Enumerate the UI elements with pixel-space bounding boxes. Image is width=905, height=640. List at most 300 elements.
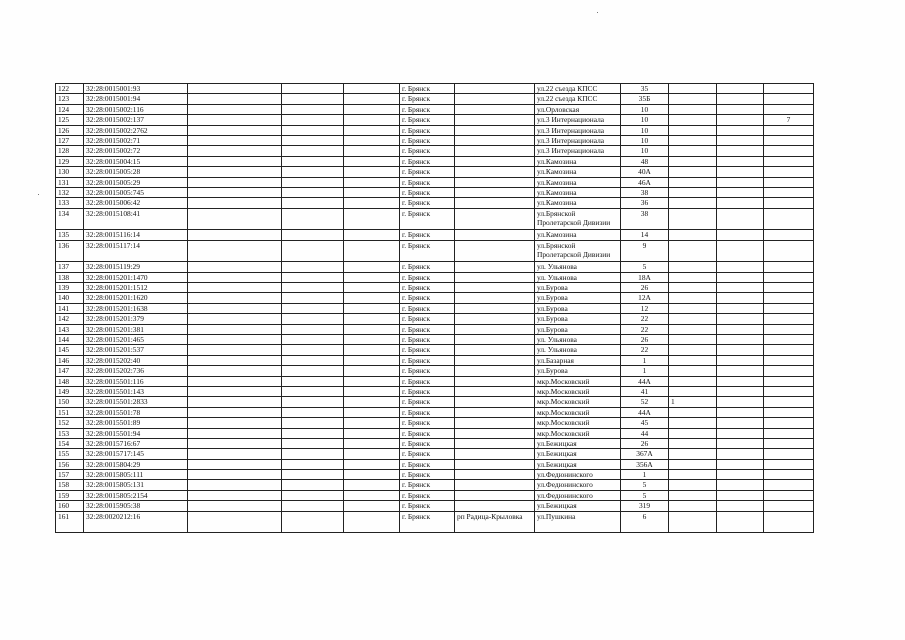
- empty-cell: [344, 84, 400, 94]
- extra-cell-2: [717, 397, 764, 407]
- city-cell: г. Брянск: [400, 272, 455, 282]
- settlement-cell: [455, 324, 535, 334]
- house-number: 22: [621, 345, 669, 355]
- house-number: 1: [621, 355, 669, 365]
- extra-cell-3: [764, 240, 814, 262]
- empty-cell: [282, 240, 344, 262]
- empty-cell: [188, 386, 282, 396]
- street-cell: ул.Бежицкая: [535, 449, 621, 459]
- extra-cell-2: [717, 272, 764, 282]
- street-cell: ул.Камозина: [535, 187, 621, 197]
- city-cell: г. Брянск: [400, 115, 455, 125]
- settlement-cell: [455, 293, 535, 303]
- street-cell: ул.Камозина: [535, 167, 621, 177]
- extra-cell-2: [717, 449, 764, 459]
- settlement-cell: [455, 198, 535, 208]
- extra-cell-2: [717, 501, 764, 511]
- city-cell: г. Брянск: [400, 501, 455, 511]
- settlement-cell: [455, 366, 535, 376]
- empty-cell: [282, 208, 344, 230]
- cadastral-number: 32:28:0015005:28: [84, 167, 188, 177]
- row-number: 131: [56, 177, 84, 187]
- extra-cell-1: [669, 177, 717, 187]
- extra-cell-2: [717, 345, 764, 355]
- empty-cell: [344, 146, 400, 156]
- extra-cell-1: [669, 480, 717, 490]
- house-number: 6: [621, 511, 669, 533]
- extra-cell-2: [717, 230, 764, 240]
- empty-cell: [344, 293, 400, 303]
- row-number: 151: [56, 407, 84, 417]
- row-number: 155: [56, 449, 84, 459]
- city-cell: г. Брянск: [400, 198, 455, 208]
- extra-cell-3: [764, 407, 814, 417]
- register-table-body: [56, 84, 814, 533]
- empty-cell: [188, 490, 282, 500]
- empty-cell: [344, 397, 400, 407]
- extra-cell-2: [717, 115, 764, 125]
- city-cell: г. Брянск: [400, 104, 455, 114]
- row-number: 125: [56, 115, 84, 125]
- empty-cell: [344, 376, 400, 386]
- empty-cell: [188, 208, 282, 230]
- extra-cell-3: 7: [764, 115, 814, 125]
- empty-cell: [344, 135, 400, 145]
- settlement-cell: [455, 386, 535, 396]
- cadastral-number: 32:28:0015002:2762: [84, 125, 188, 135]
- cadastral-number: 32:28:0015201:1470: [84, 272, 188, 282]
- extra-cell-3: [764, 335, 814, 345]
- table-row: [56, 428, 814, 438]
- settlement-cell: [455, 177, 535, 187]
- house-number: 10: [621, 104, 669, 114]
- empty-cell: [344, 324, 400, 334]
- street-cell: ул.22 съезда КПСС: [535, 84, 621, 94]
- extra-cell-2: [717, 94, 764, 104]
- settlement-cell: [455, 335, 535, 345]
- settlement-cell: [455, 115, 535, 125]
- empty-cell: [344, 230, 400, 240]
- house-number: 26: [621, 283, 669, 293]
- empty-cell: [282, 115, 344, 125]
- empty-cell: [188, 428, 282, 438]
- extra-cell-1: [669, 84, 717, 94]
- extra-cell-1: [669, 198, 717, 208]
- empty-cell: [188, 397, 282, 407]
- house-number: 5: [621, 480, 669, 490]
- row-number: 152: [56, 418, 84, 428]
- city-cell: г. Брянск: [400, 376, 455, 386]
- table-row: [56, 345, 814, 355]
- house-number: 10: [621, 135, 669, 145]
- extra-cell-3: [764, 449, 814, 459]
- empty-cell: [344, 470, 400, 480]
- empty-cell: [344, 386, 400, 396]
- street-cell: ул.Камозина: [535, 156, 621, 166]
- empty-cell: [344, 335, 400, 345]
- extra-cell-3: [764, 208, 814, 230]
- cadastral-number: 32:28:0015116:14: [84, 230, 188, 240]
- extra-cell-2: [717, 208, 764, 230]
- street-cell: ул.3 Интернационала: [535, 115, 621, 125]
- table-row: [56, 438, 814, 448]
- city-cell: г. Брянск: [400, 428, 455, 438]
- empty-cell: [282, 156, 344, 166]
- empty-cell: [188, 156, 282, 166]
- house-number: 35: [621, 84, 669, 94]
- empty-cell: [188, 355, 282, 365]
- city-cell: г. Брянск: [400, 407, 455, 417]
- extra-cell-1: 1: [669, 397, 717, 407]
- street-cell: ул. Ульянова: [535, 335, 621, 345]
- row-number: 133: [56, 198, 84, 208]
- empty-cell: [188, 324, 282, 334]
- city-cell: г. Брянск: [400, 480, 455, 490]
- extra-cell-1: [669, 324, 717, 334]
- house-number: 26: [621, 335, 669, 345]
- cadastral-number: 32:28:0015805:131: [84, 480, 188, 490]
- cadastral-number: 32:28:0015805:2154: [84, 490, 188, 500]
- house-number: 9: [621, 240, 669, 262]
- extra-cell-3: [764, 376, 814, 386]
- extra-cell-1: [669, 240, 717, 262]
- settlement-cell: [455, 428, 535, 438]
- empty-cell: [188, 135, 282, 145]
- empty-cell: [282, 135, 344, 145]
- empty-cell: [344, 104, 400, 114]
- empty-cell: [344, 240, 400, 262]
- cadastral-number: 32:28:0015201:379: [84, 314, 188, 324]
- extra-cell-1: [669, 230, 717, 240]
- street-cell: ул.Бурова: [535, 293, 621, 303]
- extra-cell-1: [669, 428, 717, 438]
- house-number: 18А: [621, 272, 669, 282]
- cadastral-number: 32:28:0015119:29: [84, 262, 188, 272]
- row-number: 160: [56, 501, 84, 511]
- row-number: 158: [56, 480, 84, 490]
- city-cell: г. Брянск: [400, 146, 455, 156]
- table-row: [56, 84, 814, 94]
- street-cell: ул.Бурова: [535, 314, 621, 324]
- scan-speck: [597, 12, 598, 13]
- empty-cell: [282, 104, 344, 114]
- extra-cell-3: [764, 470, 814, 480]
- extra-cell-3: [764, 501, 814, 511]
- extra-cell-2: [717, 262, 764, 272]
- extra-cell-3: [764, 125, 814, 135]
- empty-cell: [188, 501, 282, 511]
- extra-cell-2: [717, 490, 764, 500]
- empty-cell: [282, 376, 344, 386]
- cadastral-number: 32:28:0015905:38: [84, 501, 188, 511]
- row-number: 138: [56, 272, 84, 282]
- extra-cell-2: [717, 146, 764, 156]
- extra-cell-3: [764, 187, 814, 197]
- street-cell: ул.Пушкина: [535, 511, 621, 533]
- empty-cell: [344, 303, 400, 313]
- city-cell: г. Брянск: [400, 345, 455, 355]
- extra-cell-2: [717, 335, 764, 345]
- settlement-cell: [455, 208, 535, 230]
- row-number: 144: [56, 335, 84, 345]
- empty-cell: [344, 198, 400, 208]
- settlement-cell: [455, 314, 535, 324]
- empty-cell: [188, 198, 282, 208]
- empty-cell: [344, 345, 400, 355]
- row-number: 161: [56, 511, 84, 533]
- street-cell: ул.Бежицкая: [535, 501, 621, 511]
- extra-cell-3: [764, 167, 814, 177]
- table-row: [56, 449, 814, 459]
- extra-cell-2: [717, 84, 764, 94]
- city-cell: г. Брянск: [400, 156, 455, 166]
- cadastral-number: 32:28:0015201:465: [84, 335, 188, 345]
- extra-cell-2: [717, 125, 764, 135]
- empty-cell: [282, 272, 344, 282]
- extra-cell-3: [764, 293, 814, 303]
- empty-cell: [344, 314, 400, 324]
- settlement-cell: [455, 490, 535, 500]
- table-row: [56, 156, 814, 166]
- settlement-cell: [455, 345, 535, 355]
- empty-cell: [344, 459, 400, 469]
- empty-cell: [282, 397, 344, 407]
- extra-cell-3: [764, 198, 814, 208]
- extra-cell-2: [717, 386, 764, 396]
- extra-cell-2: [717, 293, 764, 303]
- table-row: [56, 272, 814, 282]
- extra-cell-1: [669, 345, 717, 355]
- cadastral-number: 32:28:0015001:93: [84, 84, 188, 94]
- house-number: 10: [621, 115, 669, 125]
- house-number: 10: [621, 125, 669, 135]
- extra-cell-1: [669, 94, 717, 104]
- empty-cell: [344, 272, 400, 282]
- street-cell: ул.Федюнинского: [535, 480, 621, 490]
- empty-cell: [188, 449, 282, 459]
- street-cell: ул.Бурова: [535, 366, 621, 376]
- street-cell: ул.Камозина: [535, 177, 621, 187]
- cadastral-number: 32:28:0015006:42: [84, 198, 188, 208]
- extra-cell-2: [717, 283, 764, 293]
- empty-cell: [282, 283, 344, 293]
- cadastral-number: 32:28:0015717:145: [84, 449, 188, 459]
- empty-cell: [188, 293, 282, 303]
- row-number: 128: [56, 146, 84, 156]
- street-cell: ул.Бежицкая: [535, 459, 621, 469]
- empty-cell: [188, 407, 282, 417]
- empty-cell: [344, 428, 400, 438]
- house-number: 12А: [621, 293, 669, 303]
- extra-cell-3: [764, 397, 814, 407]
- empty-cell: [188, 146, 282, 156]
- row-number: 139: [56, 283, 84, 293]
- settlement-cell: [455, 262, 535, 272]
- city-cell: г. Брянск: [400, 84, 455, 94]
- extra-cell-1: [669, 135, 717, 145]
- house-number: 45: [621, 418, 669, 428]
- extra-cell-2: [717, 355, 764, 365]
- settlement-cell: [455, 167, 535, 177]
- extra-cell-2: [717, 135, 764, 145]
- extra-cell-1: [669, 156, 717, 166]
- extra-cell-3: [764, 314, 814, 324]
- row-number: 129: [56, 156, 84, 166]
- house-number: 10: [621, 146, 669, 156]
- extra-cell-1: [669, 146, 717, 156]
- house-number: 22: [621, 314, 669, 324]
- empty-cell: [188, 104, 282, 114]
- city-cell: г. Брянск: [400, 470, 455, 480]
- extra-cell-1: [669, 262, 717, 272]
- extra-cell-1: [669, 511, 717, 533]
- street-cell: мкр.Московский: [535, 376, 621, 386]
- empty-cell: [282, 146, 344, 156]
- settlement-cell: [455, 240, 535, 262]
- cadastral-number: 32:28:0015201:1512: [84, 283, 188, 293]
- empty-cell: [282, 230, 344, 240]
- empty-cell: [188, 345, 282, 355]
- empty-cell: [188, 459, 282, 469]
- table-row: [56, 418, 814, 428]
- empty-cell: [282, 366, 344, 376]
- empty-cell: [282, 125, 344, 135]
- empty-cell: [282, 293, 344, 303]
- empty-cell: [188, 125, 282, 135]
- table-row: [56, 187, 814, 197]
- table-row: [56, 208, 814, 230]
- row-number: 137: [56, 262, 84, 272]
- empty-cell: [282, 84, 344, 94]
- empty-cell: [188, 314, 282, 324]
- empty-cell: [188, 167, 282, 177]
- empty-cell: [282, 177, 344, 187]
- settlement-cell: [455, 230, 535, 240]
- city-cell: г. Брянск: [400, 386, 455, 396]
- table-row: [56, 262, 814, 272]
- extra-cell-1: [669, 293, 717, 303]
- empty-cell: [344, 449, 400, 459]
- settlement-cell: [455, 94, 535, 104]
- empty-cell: [188, 480, 282, 490]
- empty-cell: [188, 115, 282, 125]
- settlement-cell: [455, 125, 535, 135]
- extra-cell-3: [764, 438, 814, 448]
- cadastral-number: 32:28:0015201:1620: [84, 293, 188, 303]
- extra-cell-1: [669, 470, 717, 480]
- city-cell: г. Брянск: [400, 187, 455, 197]
- street-cell: ул.22 съезда КПСС: [535, 94, 621, 104]
- extra-cell-3: [764, 490, 814, 500]
- table-row: [56, 335, 814, 345]
- house-number: 44А: [621, 407, 669, 417]
- empty-cell: [344, 115, 400, 125]
- cadastral-number: 32:28:0015805:111: [84, 470, 188, 480]
- house-number: 48: [621, 156, 669, 166]
- row-number: 159: [56, 490, 84, 500]
- extra-cell-1: [669, 272, 717, 282]
- extra-cell-3: [764, 135, 814, 145]
- table-row: [56, 135, 814, 145]
- cadastral-number: 32:28:0015501:78: [84, 407, 188, 417]
- extra-cell-1: [669, 449, 717, 459]
- extra-cell-2: [717, 156, 764, 166]
- settlement-cell: рп Радица-Крыловка: [455, 511, 535, 533]
- cadastral-number: 32:28:0015005:745: [84, 187, 188, 197]
- city-cell: г. Брянск: [400, 230, 455, 240]
- street-cell: ул.Базарная: [535, 355, 621, 365]
- empty-cell: [188, 187, 282, 197]
- extra-cell-3: [764, 94, 814, 104]
- empty-cell: [188, 262, 282, 272]
- extra-cell-2: [717, 459, 764, 469]
- row-number: 122: [56, 84, 84, 94]
- extra-cell-1: [669, 355, 717, 365]
- row-number: 135: [56, 230, 84, 240]
- empty-cell: [188, 511, 282, 533]
- table-row: [56, 314, 814, 324]
- empty-cell: [344, 438, 400, 448]
- empty-cell: [282, 449, 344, 459]
- table-row: [56, 177, 814, 187]
- settlement-cell: [455, 146, 535, 156]
- house-number: 14: [621, 230, 669, 240]
- house-number: 319: [621, 501, 669, 511]
- settlement-cell: [455, 303, 535, 313]
- house-number: 40А: [621, 167, 669, 177]
- street-cell: ул.Бурова: [535, 303, 621, 313]
- cadastral-number: 32:28:0015716:67: [84, 438, 188, 448]
- extra-cell-1: [669, 459, 717, 469]
- table-row: [56, 324, 814, 334]
- city-cell: г. Брянск: [400, 418, 455, 428]
- empty-cell: [282, 501, 344, 511]
- extra-cell-2: [717, 187, 764, 197]
- extra-cell-1: [669, 104, 717, 114]
- city-cell: г. Брянск: [400, 511, 455, 533]
- city-cell: г. Брянск: [400, 335, 455, 345]
- house-number: 367А: [621, 449, 669, 459]
- table-row: [56, 283, 814, 293]
- empty-cell: [344, 490, 400, 500]
- city-cell: г. Брянск: [400, 397, 455, 407]
- row-number: 147: [56, 366, 84, 376]
- extra-cell-3: [764, 345, 814, 355]
- extra-cell-3: [764, 355, 814, 365]
- empty-cell: [188, 366, 282, 376]
- row-number: 140: [56, 293, 84, 303]
- cadastral-number: 32:28:0015002:71: [84, 135, 188, 145]
- street-cell: ул.Федюнинского: [535, 490, 621, 500]
- settlement-cell: [455, 470, 535, 480]
- empty-cell: [344, 208, 400, 230]
- table-row: [56, 293, 814, 303]
- extra-cell-3: [764, 272, 814, 282]
- settlement-cell: [455, 156, 535, 166]
- cadastral-number: 32:28:0015002:116: [84, 104, 188, 114]
- extra-cell-2: [717, 407, 764, 417]
- extra-cell-1: [669, 187, 717, 197]
- cadastral-number: 32:28:0015002:72: [84, 146, 188, 156]
- street-cell: ул.Брянской Пролетарской Дивизии: [535, 208, 621, 230]
- extra-cell-1: [669, 407, 717, 417]
- empty-cell: [282, 386, 344, 396]
- city-cell: г. Брянск: [400, 283, 455, 293]
- city-cell: г. Брянск: [400, 125, 455, 135]
- empty-cell: [282, 335, 344, 345]
- city-cell: г. Брянск: [400, 324, 455, 334]
- empty-cell: [344, 156, 400, 166]
